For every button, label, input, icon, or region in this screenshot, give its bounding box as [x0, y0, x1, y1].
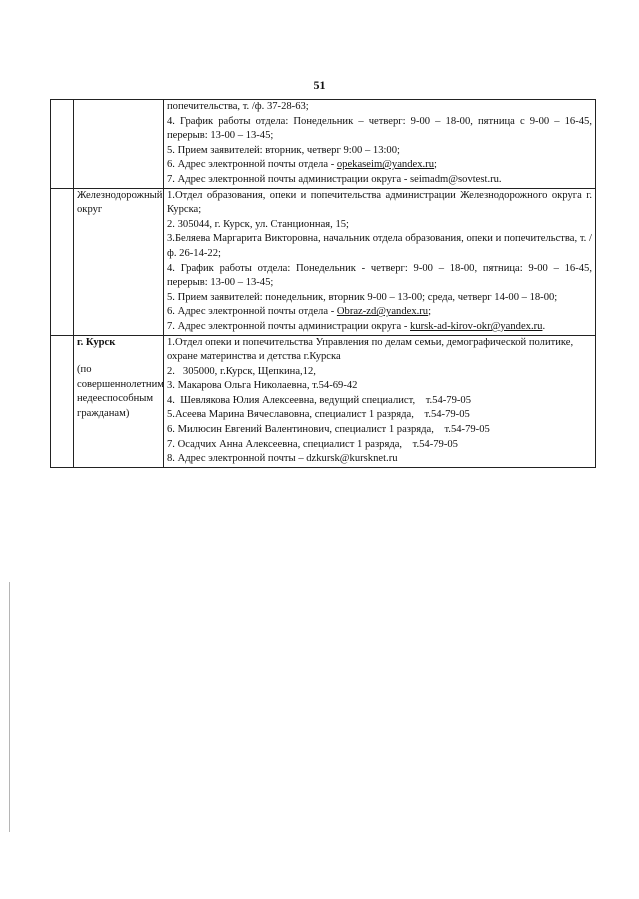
email-link[interactable]: Obraz-zd@yandex.ru: [336, 306, 429, 318]
detail-line: 4. График работы отдела: Понедельник - четверг: 9-00 – 18-00, пятница: 9-00 – 16-45, перерыв: 13-00 – 13-45;: [167, 262, 592, 289]
detail-line: 4. График работы отдела: Понедельник – четверг: 9-00 – 18-00, пятница с 9-00 – 16-45, перерыв: 13-00 – 13-45;: [167, 115, 592, 142]
admin-email-suffix: .: [498, 173, 502, 185]
email-suffix: ;: [434, 159, 437, 171]
detail-line: 8. Адрес электронной почты – dzkursk@kursknet.ru: [167, 453, 398, 465]
detail-line: 3. Макарова Ольга Николаевна, т.54-69-42: [167, 380, 358, 392]
detail-line: 7. Осадчих Анна Алексеевна, специалист 1 разряда, т.54-79-05: [167, 438, 458, 450]
detail-line: 5.Асеева Марина Вячеславовна, специалист 1 разряда, т.54-79-05: [167, 409, 470, 421]
detail-line: 2. 305000, г.Курск, Щепкина,12,: [167, 365, 316, 377]
detail-line: 5. Прием заявителей: вторник, четверг 9:00 – 13:00;: [167, 144, 400, 156]
admin-email-link[interactable]: kursk-ad-kirov-okr@yandex.ru: [410, 320, 543, 332]
details-cell: [164, 100, 596, 189]
email-line: [167, 305, 592, 320]
email-prefix: 6. Адрес электронной почты отдела -: [167, 159, 337, 171]
table-row: [51, 188, 596, 335]
district-cell: Железнодорожный округ: [74, 188, 164, 335]
scan-margin-line: [9, 582, 10, 832]
detail-line: 1.Отдел опеки и попечительства Управления по делам семьи, демографической политике, охране материнства и детства г.Курска: [167, 336, 574, 363]
details-cell: [164, 188, 596, 335]
admin-email-suffix: .: [542, 320, 546, 332]
number-cell: [51, 335, 74, 467]
detail-line: 1.Отдел образования, опеки и попечительства администрации Железнодорожного округа г. Курска;: [167, 189, 592, 216]
detail-line: 2. 305044, г. Курск, ул. Станционная, 15;: [167, 218, 349, 230]
detail-line: 6. Милюсин Евгений Валентинович, специалист 1 разряда, т.54-79-05: [167, 424, 490, 436]
district-cell: [74, 100, 164, 189]
table-row: [51, 100, 596, 189]
details-cell: [164, 335, 596, 467]
number-cell: [51, 188, 74, 335]
detail-line: 4. Шевлякова Юлия Алексеевна, ведущий специалист, т.54-79-05: [167, 394, 472, 406]
district-cell: [74, 335, 164, 467]
district-name: г. Курск: [77, 336, 116, 348]
page-number: 51: [313, 78, 326, 92]
admin-email-prefix: 7. Адрес электронной почты администрации округа -: [167, 320, 411, 332]
admin-email-line: [167, 173, 592, 188]
number-cell: [51, 100, 74, 189]
detail-line: 3.Беляева Маргарита Викторовна, начальник отдела образования, опеки и попечительства, т. /ф. 26-14-22;: [167, 233, 592, 259]
email-prefix: 6. Адрес электронной почты отдела -: [167, 306, 337, 318]
admin-email: seimadm@sovtest.ru: [410, 173, 499, 185]
admin-email-prefix: 7. Адрес электронной почты администрации округа -: [167, 173, 411, 185]
district-note: (по совершеннолетним недееспособным гражданам): [77, 364, 164, 419]
table-row: [51, 335, 596, 467]
contacts-table: [50, 99, 596, 468]
email-link[interactable]: opekaseim@yandex.ru: [336, 159, 434, 171]
detail-line: 5. Прием заявителей: понедельник, вторник 9-00 – 13-00; среда, четверг 14-00 – 18-00;: [167, 291, 558, 303]
email-suffix: ;: [428, 306, 432, 318]
spacer: [77, 350, 160, 363]
admin-email-line: [167, 320, 592, 335]
email-line: [167, 158, 592, 173]
detail-line: попечительства, т. /ф. 37-28-63;: [167, 101, 309, 112]
